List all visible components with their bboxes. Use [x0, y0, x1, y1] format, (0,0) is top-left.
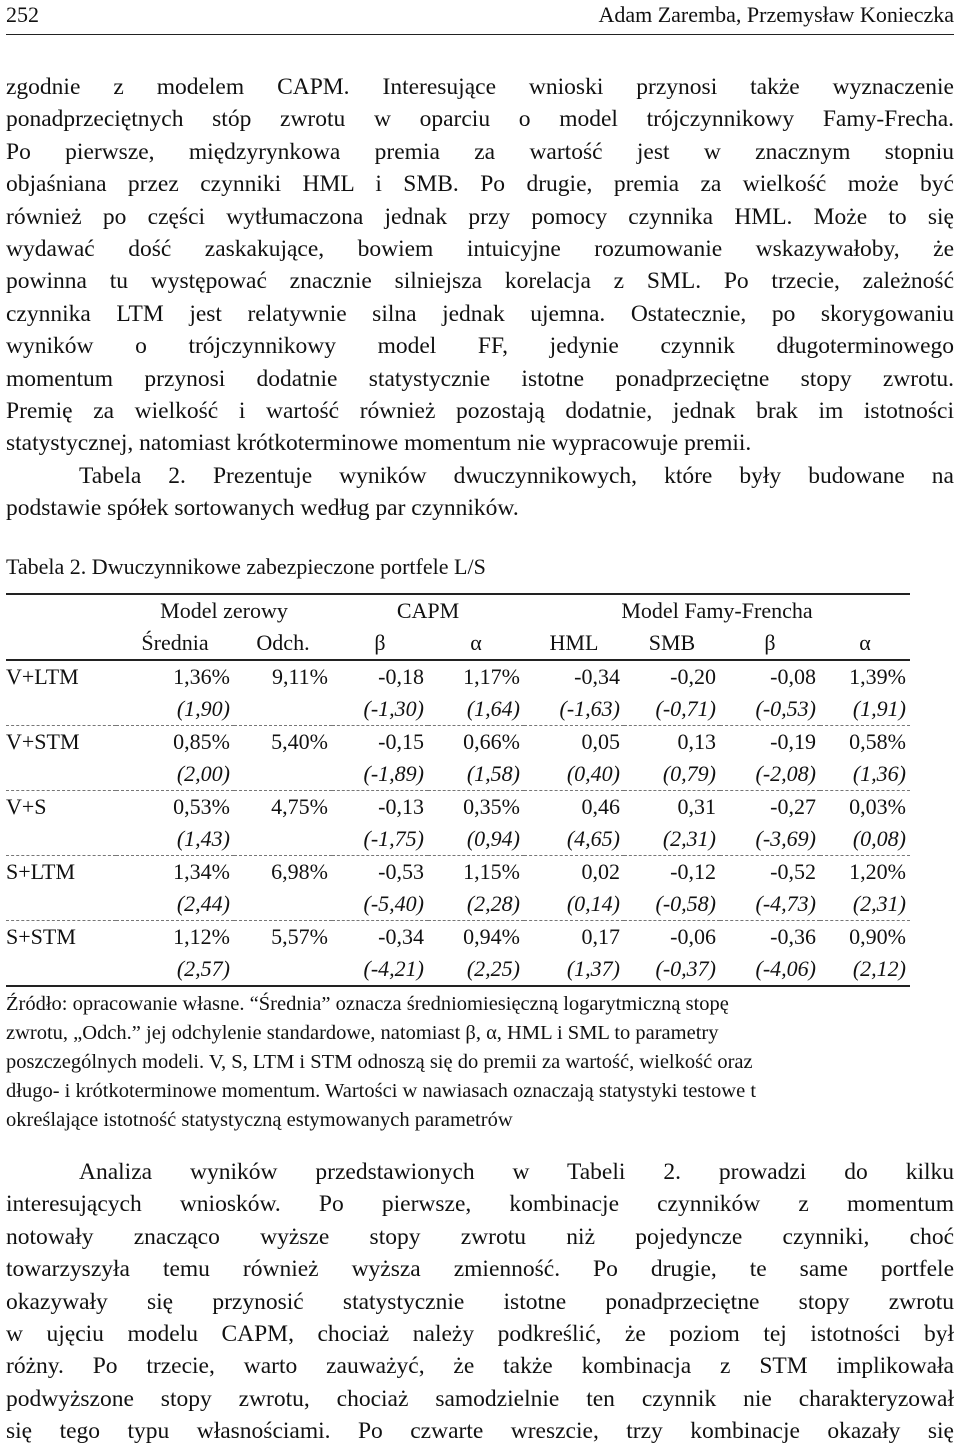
text-line: notowały znacząco wyższe stopy zwrotu niż pojedyncze czynniki, choć — [6, 1223, 954, 1250]
table-grid — [6, 593, 910, 987]
table-cell-tstat: (0,40) — [524, 758, 624, 791]
table-cell-tstat: (2,57) — [116, 953, 234, 986]
text-line: statystycznej, natomiast krótkoterminowe momentum nie wypracowuje premii. — [6, 430, 752, 457]
table-cell-tstat: (1,91) — [820, 693, 910, 726]
row-label-empty — [6, 953, 116, 986]
table-cell-tstat: (4,65) — [524, 823, 624, 856]
table-cell: 5,57% — [271, 924, 328, 949]
row-label: V+LTM — [6, 664, 79, 689]
table-cell: 9,11% — [271, 664, 328, 689]
table-cell: -0,34 — [378, 924, 424, 949]
text-line: momentum przynosi dodatnie statystycznie istotne ponadprzeciętne stopy zwrotu. — [6, 365, 954, 392]
table-cell: 1,36% — [173, 664, 230, 689]
table-cell-tstat: (-1,63) — [524, 693, 624, 726]
table-cell: 0,05 — [581, 729, 620, 754]
table-cell: 4,75% — [271, 794, 328, 819]
table-row-tstats — [6, 758, 910, 791]
table-cell: 0,85% — [173, 729, 230, 754]
table-cell: -0,52 — [770, 859, 816, 884]
column-header: β — [332, 627, 428, 660]
text-line: powinna tu występować znacznie silniejsza korelacja z SML. Po trzecie, zależność — [6, 268, 954, 295]
text-line: podwyższone stopy zwrotu, chociaż samodzielnie ten czynnik nie charakteryzował — [6, 1385, 954, 1412]
text-line: określające istotność statystyczną estymowanych parametrów — [6, 1109, 513, 1131]
table-cell-tstat: (-4,21) — [332, 953, 428, 986]
table-cell-tstat: (2,31) — [820, 888, 910, 921]
table-cell: -0,36 — [770, 924, 816, 949]
table-cell: -0,27 — [770, 794, 816, 819]
table-row — [6, 921, 910, 954]
table-cell-tstat: (-0,53) — [720, 693, 820, 726]
table-cell: 0,03% — [849, 794, 906, 819]
table-cell-tstat: (-1,30) — [332, 693, 428, 726]
table-cell: -0,34 — [574, 664, 620, 689]
table-cell-tstat: (-0,58) — [624, 888, 720, 921]
table-cell: 0,17 — [581, 924, 620, 949]
table-cell-tstat: (-5,40) — [332, 888, 428, 921]
table-cell-tstat — [234, 758, 332, 791]
table-cell: -0,18 — [378, 664, 424, 689]
text-line: Analiza wyników przedstawionych w Tabeli 2. prowadzi do kilku — [79, 1159, 954, 1185]
table-cell-tstat: (1,37) — [524, 953, 624, 986]
row-label: S+STM — [6, 924, 76, 949]
table-cell-tstat: (2,31) — [624, 823, 720, 856]
source-note — [6, 990, 954, 1135]
row-label-empty — [6, 758, 116, 791]
group-header-fama-french: Model Famy-Frencha — [621, 598, 813, 623]
group-header-null-model: Model zerowy — [160, 598, 288, 623]
text-line: Źródło: opracowanie własne. “Średnia” oznacza średniomiesięczną logarytmiczną stopę — [6, 993, 729, 1015]
text-line: Po pierwsze, międzyrynkowa premia za wartość jest w znacznym stopniu — [6, 138, 954, 165]
running-header-authors: Adam Zaremba, Przemysław Konieczka — [598, 2, 954, 27]
table-cell: 6,98% — [271, 859, 328, 884]
table-cell-tstat: (0,79) — [624, 758, 720, 791]
table-cell: -0,12 — [670, 859, 716, 884]
text-line: w ujęciu modelu CAPM, chociaż należy podkreślić, że poziom tej istotności był — [6, 1321, 954, 1348]
table-cell: 0,02 — [581, 859, 620, 884]
table-cell: 0,58% — [849, 729, 906, 754]
table-cell: 0,35% — [463, 794, 520, 819]
text-line: zgodnie z modelem CAPM. Interesujące wnioski przynosi także wyznaczenie — [6, 74, 954, 100]
table-cell: 0,90% — [849, 924, 906, 949]
table-cell: 1,39% — [849, 664, 906, 689]
text-line: okazywały się przynosić statystycznie istotne ponadprzeciętne stopy zwrotu — [6, 1288, 954, 1315]
table-cell-tstat: (-1,89) — [332, 758, 428, 791]
table-cell-tstat: (-2,08) — [720, 758, 820, 791]
text-line: również po części wytłumaczona jednak przy pomocy czynnika HML. Może to się — [6, 203, 954, 230]
text-line: zwrotu, „Odch.” jej odchylenie standardowe, natomiast β, α, HML i SML to parametry — [6, 1022, 719, 1044]
column-header: β — [720, 627, 820, 660]
table-row-tstats — [6, 888, 910, 921]
table-cell-tstat — [234, 823, 332, 856]
table-cell-tstat: (1,36) — [820, 758, 910, 791]
table-cell: 1,17% — [463, 664, 520, 689]
text-line: ponadprzeciętnych stóp zwrotu w oparciu o model trójczynnikowy Famy-Frecha. — [6, 106, 954, 133]
table-cell-tstat: (2,12) — [820, 953, 910, 986]
table-cell-tstat: (2,25) — [428, 953, 524, 986]
table-cell-tstat: (1,58) — [428, 758, 524, 791]
group-header-capm: CAPM — [396, 598, 460, 623]
table-cell-tstat — [234, 693, 332, 726]
text-line: podstawie spółek sortowanych według par czynników. — [6, 495, 519, 522]
column-header: α — [820, 627, 910, 660]
table-cell-tstat — [234, 953, 332, 986]
table-row — [6, 726, 910, 759]
table-cell: 0,53% — [173, 794, 230, 819]
table-cell-tstat: (-1,75) — [332, 823, 428, 856]
table-cell-tstat: (2,28) — [428, 888, 524, 921]
table-cell: 1,20% — [849, 859, 906, 884]
text-line: Tabela 2. Prezentuje wyników dwuczynnikowych, które były budowane na — [79, 463, 954, 489]
row-label-empty — [6, 823, 116, 856]
table-cell: -0,19 — [770, 729, 816, 754]
running-header — [6, 0, 954, 35]
body-paragraph-2 — [6, 460, 954, 525]
table-cell: -0,15 — [378, 729, 424, 754]
text-line: objaśniana przez czynniki HML i SMB. Po drugie, premia za wielkość może być — [6, 171, 954, 198]
table-cell-tstat: (-3,69) — [720, 823, 820, 856]
row-label: S+LTM — [6, 859, 76, 884]
table-cell: 0,13 — [677, 729, 716, 754]
table-cell: -0,20 — [670, 664, 716, 689]
text-line: towarzyszyła temu również wyższa zmienność. Po drugie, te same portfele — [6, 1256, 954, 1283]
table-cell: 0,31 — [677, 794, 716, 819]
results-table — [6, 593, 910, 987]
text-line: różny. Po trzecie, warto zauważyć, że także kombinacja z STM implikowała — [6, 1353, 954, 1380]
table-row-tstats — [6, 693, 910, 726]
text-line: czynnika LTM jest relatywnie silna jednak ujemna. Ostatecznie, po skorygowaniu — [6, 300, 954, 327]
table-cell: -0,06 — [670, 924, 716, 949]
table-cell-tstat: (-4,73) — [720, 888, 820, 921]
table-cell: -0,53 — [378, 859, 424, 884]
text-line: Premię za wielkość i wartość również pozostają dodatnie, jednak brak im istotności — [6, 398, 954, 425]
row-label-empty — [6, 888, 116, 921]
table-cell: 1,34% — [173, 859, 230, 884]
table-cell-tstat: (2,44) — [116, 888, 234, 921]
text-line: poszczególnych modeli. V, S, LTM i STM odnoszą się do premii za wartość, wielkość oraz — [6, 1051, 753, 1073]
table-row — [6, 856, 910, 889]
table-cell: -0,13 — [378, 794, 424, 819]
table-cell-tstat: (2,00) — [116, 758, 234, 791]
text-line: interesujących wniosków. Po pierwsze, kombinacje czynników z momentum — [6, 1191, 954, 1218]
text-line: wyników o trójczynnikowy model FF, jedynie czynnik długoterminowego — [6, 333, 954, 360]
column-header: HML — [524, 627, 624, 660]
text-line: się tego typu własnościami. Po czwarte wreszcie, trzy kombinacje okazały się — [6, 1418, 954, 1445]
column-header: Odch. — [234, 627, 332, 660]
table-row — [6, 791, 910, 824]
table-cell: 0,66% — [463, 729, 520, 754]
group-header-row — [6, 595, 910, 627]
column-header: SMB — [624, 627, 720, 660]
table-cell: 1,15% — [463, 859, 520, 884]
table-cell: 0,94% — [463, 924, 520, 949]
column-header: α — [428, 627, 524, 660]
table-cell: -0,08 — [770, 664, 816, 689]
body-paragraph-3 — [6, 1156, 954, 1448]
table-cell: 1,12% — [173, 924, 230, 949]
text-line: długo- i krótkoterminowe momentum. Wartości w nawiasach oznaczają statystyki testowe t — [6, 1080, 757, 1102]
table-cell: 0,46 — [581, 794, 620, 819]
table-cell-tstat: (1,64) — [428, 693, 524, 726]
row-label: V+STM — [6, 729, 80, 754]
table-cell-tstat: (1,90) — [116, 693, 234, 726]
table-row — [6, 660, 910, 693]
row-label: V+S — [6, 794, 47, 819]
table-cell-tstat: (1,43) — [116, 823, 234, 856]
table-cell-tstat: (-0,71) — [624, 693, 720, 726]
table-cell-tstat: (0,08) — [820, 823, 910, 856]
table-cell-tstat: (0,14) — [524, 888, 624, 921]
table-cell-tstat: (-0,37) — [624, 953, 720, 986]
table-row-tstats — [6, 953, 910, 986]
table-caption: Tabela 2. Dwuczynnikowe zabezpieczone portfele L/S — [6, 554, 486, 579]
table-cell-tstat: (0,94) — [428, 823, 524, 856]
body-paragraph-1 — [6, 71, 954, 460]
table-cell-tstat: (-4,06) — [720, 953, 820, 986]
column-header: Średnia — [116, 627, 234, 660]
table-row-tstats — [6, 823, 910, 856]
table-cell-tstat — [234, 888, 332, 921]
page-number: 252 — [6, 2, 39, 27]
text-line: wydawać dość zaskakujące, bowiem intuicyjne rozumowanie wskazywałoby, że — [6, 236, 954, 263]
table-cell: 5,40% — [271, 729, 328, 754]
row-label-empty — [6, 693, 116, 726]
column-header-row — [6, 627, 910, 660]
